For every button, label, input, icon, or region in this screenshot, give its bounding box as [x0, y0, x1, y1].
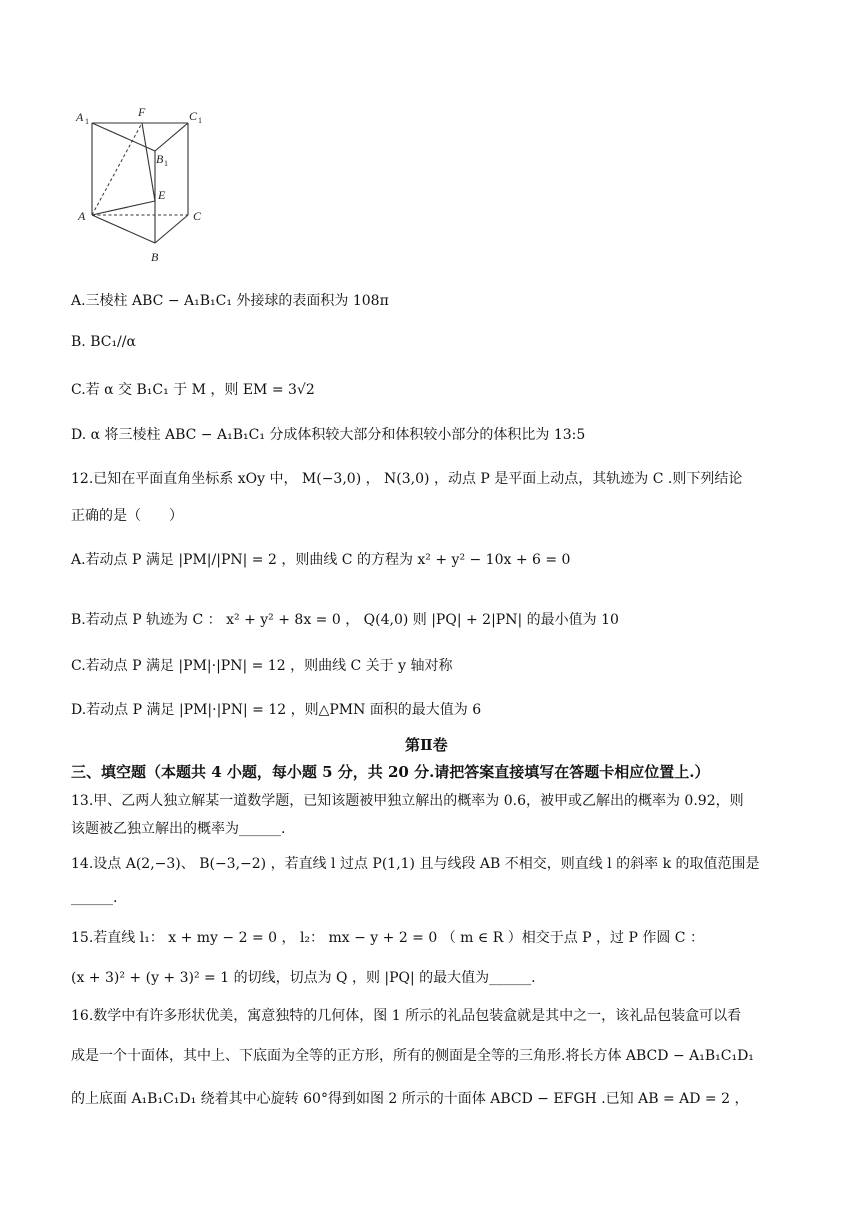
- label-f: F: [138, 105, 146, 119]
- q16-line2: 成是一个十面体，其中上、下底面为全等的正方形，所有的侧面是全等的三角形.将长方体 ABCD − A₁B₁C₁D₁: [71, 1048, 754, 1064]
- q16-line1: 16.数学中有许多形状优美，寓意独特的几何体，图 1 所示的礼品包装盒就是其中之一，该礼品包装盒可以看: [71, 1008, 742, 1024]
- label-b: B: [151, 250, 159, 264]
- q11-option-d: D. α 将三棱柱 ABC − A₁B₁C₁ 分成体积较大部分和体积较小部分的体积比为 13:5: [71, 427, 586, 443]
- label-a1: A: [76, 110, 84, 124]
- edge-f-e: [142, 123, 155, 201]
- label-e: E: [158, 188, 166, 202]
- q14-line1: 14.设点 A(2,−3)、 B(−3,−2) ，若直线 l 过点 P(1,1) 且与线段 AB 不相交，则直线 l 的斜率 k 的取值范围是: [71, 856, 760, 872]
- edge-b-c: [155, 215, 188, 243]
- q12-stem-line1: 12.已知在平面直角坐标系 xOy 中， M(−3,0) ， N(3,0) ，动点 P 是平面上动点，其轨迹为 C .则下列结论: [71, 471, 743, 487]
- edge-a-e: [92, 201, 155, 215]
- volume-2-title: 第Ⅱ卷: [405, 736, 448, 754]
- edge-a-b: [92, 215, 155, 243]
- q15-line2: (x + 3)² + (y + 3)² = 1 的切线，切点为 Q ，则 |PQ| 的最大值为______.: [71, 970, 536, 986]
- q12-stem-line2: 正确的是（ ）: [71, 508, 183, 524]
- q12-option-c: C.若动点 P 满足 |PM|·|PN| = 12 ，则曲线 C 关于 y 轴对称: [71, 658, 453, 674]
- q11-option-c: C.若 α 交 B₁C₁ 于 M ，则 EM = 3√2: [71, 382, 315, 398]
- label-b1-sub: 1: [164, 159, 168, 168]
- q15-line1: 15.若直线 l₁： x + my − 2 = 0 ， l₂： mx − y + 2 = 0 （ m ∈ R ）相交于点 P ，过 P 作圆 C ：: [71, 930, 704, 946]
- q16-line3: 的上底面 A₁B₁C₁D₁ 绕着其中心旋转 60°得到如图 2 所示的十面体 ABCD − EFGH .已知 AB = AD = 2 ，: [71, 1091, 749, 1107]
- q13-line2: 该题被乙独立解出的概率为______.: [71, 821, 286, 837]
- q13-line1: 13.甲、乙两人独立解某一道数学题，已知该题被甲独立解出的概率为 0.6，被甲或乙解出的概率为 0.92，则: [71, 793, 744, 809]
- label-b1: B: [156, 152, 164, 166]
- q11-option-a: A.三棱柱 ABC − A₁B₁C₁ 外接球的表面积为 108π: [71, 293, 389, 309]
- q11-option-b: B. BC₁//α: [71, 334, 136, 350]
- q12-option-a: A.若动点 P 满足 |PM|/|PN| = 2 ，则曲线 C 的方程为 x² + y² − 10x + 6 = 0: [71, 552, 571, 568]
- edge-b1-c1: [155, 123, 188, 151]
- label-c: C: [193, 209, 202, 223]
- label-a: A: [78, 209, 86, 223]
- hidden-edge-a-f: [92, 123, 142, 215]
- label-a1-sub: 1: [85, 117, 89, 126]
- q14-line2: ______.: [71, 890, 118, 906]
- section-3-title: 三、填空题（本题共 4 小题，每小题 5 分，共 20 分.请把答案直接填写在答题卡相应位置上.）: [71, 763, 710, 781]
- prism-figure: [72, 103, 212, 268]
- q12-option-d: D.若动点 P 满足 |PM|·|PN| = 12 ，则△PMN 面积的最大值为 6: [71, 702, 482, 718]
- q12-option-b: B.若动点 P 轨迹为 C ： x² + y² + 8x = 0 ， Q(4,0) 则 |PQ| + 2|PN| 的最小值为 10: [71, 612, 619, 628]
- label-c1-sub: 1: [198, 116, 202, 125]
- label-c1: C: [189, 109, 198, 123]
